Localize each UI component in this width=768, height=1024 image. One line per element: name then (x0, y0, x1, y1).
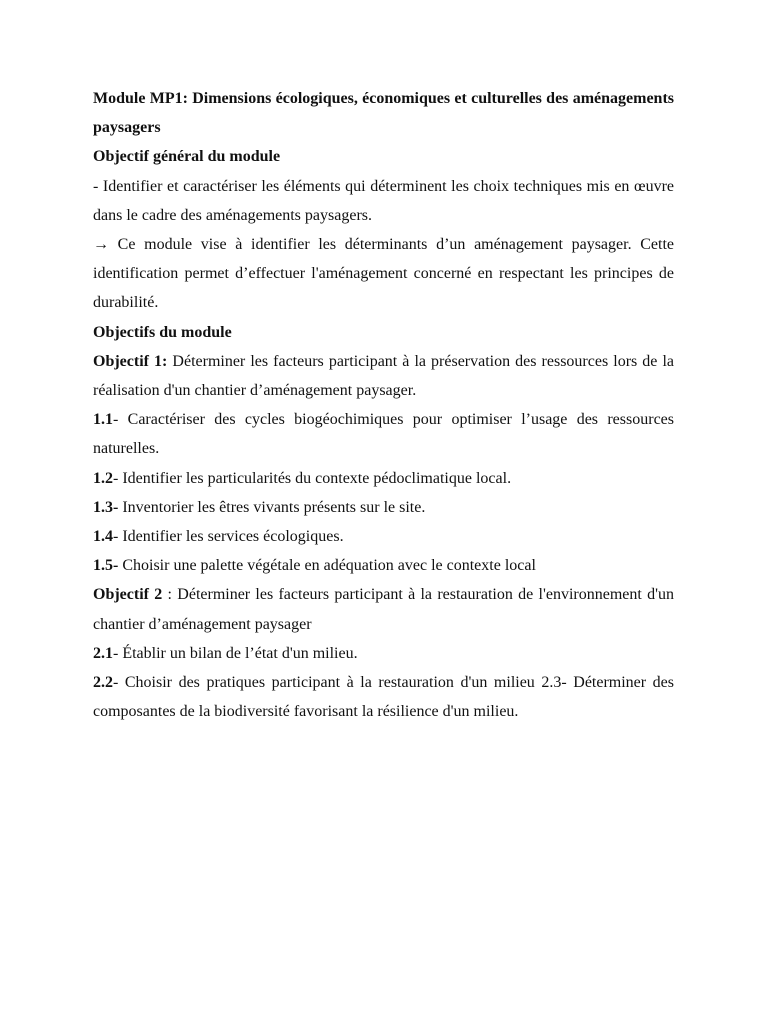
objective-2-label: Objectif 2 (93, 586, 163, 604)
objective-1-label: Objectif 1: (93, 352, 168, 370)
item-number: 1.2 (93, 469, 113, 487)
objective-1-item-2 (93, 464, 674, 493)
module-title (93, 84, 674, 142)
objective-1-item-5 (93, 551, 674, 580)
general-objective-bullet: - Identifier et caractériser les éléments qui déterminent les choix techniques mis en œuvre dans le cadre des aménagements paysagers. (93, 177, 674, 224)
module-title-label: Module MP1: (93, 90, 188, 107)
objective-2-item-1 (93, 639, 674, 668)
general-objective-heading: Objectif général du module (93, 148, 281, 166)
objective-2 (93, 580, 674, 638)
objectives-heading: Objectifs du module (93, 323, 232, 341)
objective-2-item-2 (93, 668, 674, 726)
item-text: - Caractériser des cycles biogéochimiques pour optimiser l’usage des ressources naturelles. (93, 411, 674, 458)
objective-1-item-3 (93, 493, 674, 522)
item-number: 1.1 (93, 411, 113, 429)
item-number: 2.1 (93, 644, 113, 662)
item-number: 1.4 (93, 528, 113, 546)
document-page (93, 84, 674, 726)
item-text: Inventorier les êtres vivants présents sur le site. (118, 498, 426, 516)
objective-2-text: : Déterminer les facteurs participant à la restauration de l'environnement d'un chantier d’aménagement paysager (93, 586, 674, 633)
item-text: - Identifier les particularités du contexte pédoclimatique local. (113, 469, 512, 487)
general-objective-arrow-note: → Ce module vise à identifier les déterminants d’un aménagement paysager. Cette identification permet d’effectuer l'aménagement concerné en respectant les principes de durabilité. (93, 236, 674, 312)
objective-1 (93, 347, 674, 405)
objective-1-item-4 (93, 522, 674, 551)
item-text: - Choisir des pratiques participant à la restauration d'un milieu 2.3- Déterminer des composantes de la biodiversité favorisant la résilience d'un milieu. (93, 674, 674, 721)
item-text: - Établir un bilan de l’état d'un milieu. (113, 644, 358, 662)
objective-1-text: Déterminer les facteurs participant à la préservation des ressources lors de la réalisation d'un chantier d’aménagement paysager. (93, 352, 674, 400)
item-text: Choisir une palette végétale en adéquation avec le contexte local (118, 557, 536, 575)
item-text: - Identifier les services écologiques. (113, 528, 344, 546)
item-number: 1.3- (93, 498, 119, 516)
item-number: 2.2 (93, 674, 113, 692)
item-number: 1.5- (93, 557, 119, 575)
module-title-text: Dimensions écologiques, économiques et culturelles des aménagements paysagers (93, 90, 674, 137)
objective-1-item-1 (93, 405, 674, 463)
